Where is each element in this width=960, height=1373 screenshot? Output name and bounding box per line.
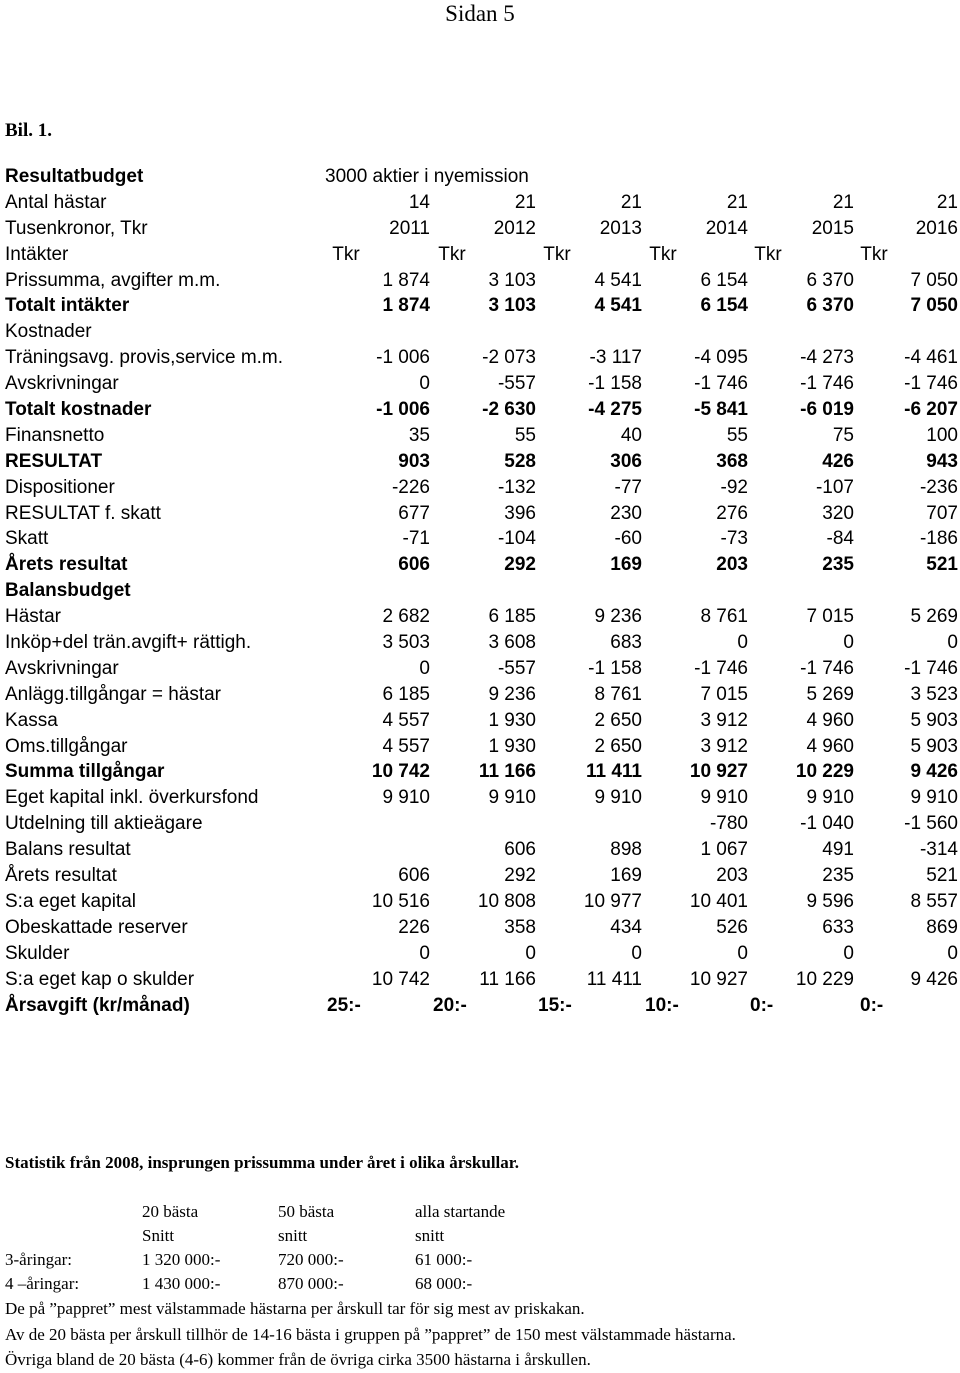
- table-cell: 230: [610, 502, 642, 524]
- unit-cell: Tkr: [754, 243, 782, 265]
- table-cell: 235: [822, 865, 854, 887]
- table-row: [5, 449, 958, 475]
- table-cell: -1 006: [376, 347, 430, 369]
- table-cell: 10 229: [795, 968, 854, 990]
- table-cell: 7 015: [700, 683, 748, 705]
- table-cell: -314: [919, 839, 958, 861]
- table-cell: 0: [419, 942, 430, 964]
- table-cell: 0: [525, 942, 536, 964]
- table-cell: -236: [919, 476, 958, 498]
- table-cell: 528: [504, 450, 536, 472]
- stats-cell: snitt: [415, 1226, 445, 1245]
- table-row: [5, 268, 958, 294]
- table-row: [5, 501, 958, 527]
- row-label: Anlägg.tillgångar = hästar: [5, 683, 222, 705]
- table-row: [5, 190, 958, 216]
- table-cell: 358: [504, 916, 536, 938]
- table-row: [5, 889, 958, 915]
- table-cell: 11 411: [585, 761, 642, 783]
- table-cell: 4 557: [382, 709, 430, 731]
- budget-rows: [5, 190, 958, 1019]
- table-cell: 683: [610, 632, 642, 654]
- table-cell: -73: [720, 528, 748, 550]
- table-cell: 55: [726, 424, 748, 446]
- table-cell: 6 185: [488, 606, 536, 628]
- table-cell: 7 015: [806, 606, 854, 628]
- row-label: Träningsavg. provis,service m.m.: [5, 347, 284, 369]
- stats-cell: Snitt: [142, 1226, 175, 1245]
- table-cell: 0: [419, 373, 430, 395]
- table-cell: 3 608: [488, 632, 536, 654]
- table-cell: 9 910: [488, 787, 536, 809]
- table-row: [5, 604, 958, 630]
- stats-cell: alla startande: [415, 1202, 506, 1221]
- table-cell: -1 746: [904, 657, 958, 679]
- table-cell: 943: [926, 450, 958, 472]
- row-label: Summa tillgångar: [5, 761, 165, 783]
- table-row: [5, 915, 958, 941]
- table-cell: 11 166: [479, 968, 536, 990]
- table-cell: 100: [926, 424, 958, 446]
- table-row: [5, 319, 958, 345]
- row-label: Totalt kostnader: [5, 399, 152, 421]
- table-cell: 292: [504, 865, 536, 887]
- attachment-label: Bil. 1.: [5, 120, 52, 141]
- table-cell: -132: [497, 476, 536, 498]
- table-cell: -226: [391, 476, 430, 498]
- table-cell: 3 912: [700, 709, 748, 731]
- table-cell: -6 019: [800, 399, 854, 421]
- table-cell: 5 903: [910, 735, 958, 757]
- note-line: Övriga bland de 20 bästa (4-6) kommer från de övriga cirka 3500 hästarna i årskullen.: [5, 1350, 591, 1369]
- fee-cell: 0:-: [860, 994, 884, 1016]
- table-cell: -780: [709, 813, 748, 835]
- budget-title-row: [5, 164, 958, 190]
- table-cell: 8 557: [910, 890, 958, 912]
- table-cell: -557: [497, 373, 536, 395]
- row-label: Finansnetto: [5, 424, 105, 446]
- table-cell: 606: [398, 554, 430, 576]
- table-cell: -1 746: [800, 657, 854, 679]
- table-cell: -1 158: [588, 657, 642, 679]
- table-cell: 6 370: [806, 269, 854, 291]
- table-cell: -186: [919, 528, 958, 550]
- table-cell: 9 910: [382, 787, 430, 809]
- table-cell: 75: [832, 424, 854, 446]
- stats-cell: 720 000:-: [278, 1250, 344, 1269]
- table-row: [5, 682, 958, 708]
- table-cell: 2014: [705, 217, 748, 239]
- table-cell: 2 682: [382, 606, 430, 628]
- table-cell: -1 746: [694, 373, 748, 395]
- fee-cell: 25:-: [327, 994, 361, 1016]
- budget-subtitle: 3000 aktier i nyemission: [325, 166, 529, 187]
- table-cell: -4 095: [694, 347, 748, 369]
- stats-cell: 20 bästa: [142, 1202, 199, 1221]
- table-cell: -92: [720, 476, 748, 498]
- stats-cell: 68 000:-: [415, 1274, 473, 1293]
- table-cell: 606: [398, 865, 430, 887]
- stats-cell: 1 320 000:-: [142, 1250, 221, 1269]
- stats-cell: 61 000:-: [415, 1250, 473, 1269]
- table-cell: 4 557: [382, 735, 430, 757]
- row-label: Totalt intäkter: [5, 295, 130, 317]
- unit-cell: Tkr: [332, 243, 360, 265]
- table-cell: 491: [822, 839, 854, 861]
- table-cell: -84: [826, 528, 854, 550]
- row-label: Tusenkronor, Tkr: [5, 217, 148, 239]
- table-cell: 396: [504, 502, 536, 524]
- table-cell: 203: [716, 865, 748, 887]
- table-cell: 1 067: [700, 839, 748, 861]
- unit-cell: Tkr: [860, 243, 888, 265]
- table-cell: 11 411: [586, 968, 642, 990]
- table-row: [5, 837, 958, 863]
- stats-notes: [5, 1296, 736, 1373]
- table-cell: -1 746: [904, 373, 958, 395]
- table-cell: 10 742: [371, 968, 430, 990]
- table-cell: -3 117: [589, 347, 642, 369]
- row-label: Prissumma, avgifter m.m.: [5, 269, 221, 291]
- table-cell: 0: [737, 632, 748, 654]
- table-cell: 0: [737, 942, 748, 964]
- table-cell: 3 103: [488, 295, 536, 317]
- row-label: Skatt: [5, 528, 49, 550]
- stats-title: Statistik från 2008, insprungen prissumma under året i olika årskullar.: [5, 1153, 520, 1172]
- table-cell: 292: [504, 554, 536, 576]
- row-label: RESULTAT: [5, 450, 103, 472]
- table-cell: -1 746: [800, 373, 854, 395]
- table-row: [5, 759, 958, 785]
- table-row: [5, 552, 958, 578]
- table-row: [5, 578, 958, 604]
- table-row: [5, 371, 958, 397]
- row-label: Intäkter: [5, 243, 69, 265]
- table-cell: 6 185: [382, 683, 430, 705]
- unit-cell: Tkr: [438, 243, 466, 265]
- table-row: [5, 345, 958, 371]
- unit-cell: Tkr: [543, 243, 571, 265]
- row-label: Avskrivningar: [5, 373, 119, 395]
- table-cell: 0: [419, 657, 430, 679]
- row-label: Eget kapital inkl. överkursfond: [5, 787, 259, 809]
- table-cell: 3 523: [910, 683, 958, 705]
- row-label: Avskrivningar: [5, 657, 119, 679]
- table-cell: 3 503: [382, 632, 430, 654]
- row-label: Kostnader: [5, 321, 92, 343]
- table-row: [5, 785, 958, 811]
- table-row: [5, 734, 958, 760]
- table-cell: 21: [726, 191, 748, 213]
- stats-cell: 870 000:-: [278, 1274, 344, 1293]
- table-cell: 21: [936, 191, 958, 213]
- stats-cell: 50 bästa: [278, 1202, 335, 1221]
- table-cell: 8 761: [700, 606, 748, 628]
- table-cell: 9 236: [488, 683, 536, 705]
- table-cell: 4 960: [806, 735, 854, 757]
- table-row: [5, 708, 958, 734]
- table-cell: 11 166: [478, 761, 536, 783]
- row-label: Årets resultat: [5, 865, 117, 887]
- table-cell: -557: [497, 657, 536, 679]
- row-label: S:a eget kap o skulder: [5, 968, 195, 990]
- row-label: Utdelning till aktieägare: [5, 813, 203, 835]
- table-row: [5, 475, 958, 501]
- table-cell: 2013: [599, 217, 642, 239]
- table-cell: 10 927: [689, 968, 748, 990]
- table-cell: 9 910: [910, 787, 958, 809]
- table-cell: 898: [610, 839, 642, 861]
- table-cell: 10 229: [795, 761, 854, 783]
- table-cell: 4 541: [594, 295, 642, 317]
- table-cell: 10 927: [689, 761, 748, 783]
- table-cell: 368: [716, 450, 748, 472]
- table-cell: 6 154: [700, 269, 748, 291]
- table-cell: -1 158: [588, 373, 642, 395]
- table-cell: 707: [926, 502, 958, 524]
- table-cell: 6 154: [700, 295, 748, 317]
- stats-cell: 4 –åringar:: [5, 1274, 80, 1293]
- table-row: [5, 967, 958, 993]
- row-label: Obeskattade reserver: [5, 916, 188, 938]
- table-cell: -1 006: [376, 399, 430, 421]
- row-label: Dispositioner: [5, 476, 115, 498]
- table-cell: 10 808: [477, 890, 536, 912]
- row-label: Skulder: [5, 942, 70, 964]
- table-cell: 7 050: [910, 295, 958, 317]
- table-cell: -77: [614, 476, 642, 498]
- row-label: Inköp+del trän.avgift+ rättigh.: [5, 632, 252, 654]
- table-cell: -2 073: [482, 347, 536, 369]
- table-cell: 276: [716, 502, 748, 524]
- stats-cell: 3-åringar:: [5, 1250, 73, 1269]
- row-label: Balansbudget: [5, 580, 131, 602]
- table-row: [5, 293, 958, 319]
- table-cell: 1 874: [382, 269, 430, 291]
- table-cell: 9 910: [806, 787, 854, 809]
- stats-cell: snitt: [278, 1226, 308, 1245]
- table-cell: 9 596: [806, 890, 854, 912]
- note-line: De på ”pappret” mest välstammade hästarna per årskull tar för sig mest av priskakan.: [5, 1299, 585, 1318]
- table-cell: 0: [843, 942, 854, 964]
- table-row: [5, 941, 958, 967]
- table-cell: -104: [497, 528, 536, 550]
- table-row: [5, 811, 958, 837]
- budget-title: Resultatbudget: [5, 166, 144, 187]
- table-cell: 1 930: [488, 735, 536, 757]
- table-cell: 8 761: [594, 683, 642, 705]
- table-cell: -71: [402, 528, 430, 550]
- table-row: [5, 397, 958, 423]
- table-row: [5, 216, 958, 242]
- table-cell: 2 650: [594, 709, 642, 731]
- table-cell: 4 960: [806, 709, 854, 731]
- result-budget-table: [5, 164, 958, 1018]
- table-cell: 2011: [389, 217, 430, 239]
- table-cell: 633: [822, 916, 854, 938]
- table-row: [5, 242, 958, 268]
- table-cell: 1 874: [382, 295, 430, 317]
- row-label: Årsavgift (kr/månad): [5, 994, 190, 1016]
- table-cell: 21: [620, 191, 642, 213]
- table-cell: 5 269: [806, 683, 854, 705]
- table-cell: 169: [610, 865, 642, 887]
- table-cell: -1 040: [800, 813, 854, 835]
- fee-cell: 15:-: [538, 994, 572, 1016]
- table-cell: 10 742: [371, 761, 430, 783]
- table-cell: -4 273: [800, 347, 854, 369]
- row-label: Kassa: [5, 709, 58, 731]
- table-row: [5, 863, 958, 889]
- table-cell: 21: [832, 191, 854, 213]
- table-cell: 320: [822, 502, 854, 524]
- table-cell: 9 426: [910, 761, 958, 783]
- fee-cell: 0:-: [750, 994, 774, 1016]
- table-cell: 9 910: [700, 787, 748, 809]
- table-cell: -4 275: [588, 399, 642, 421]
- table-cell: 2016: [915, 217, 958, 239]
- table-cell: 7 050: [910, 269, 958, 291]
- table-cell: 1 930: [488, 709, 536, 731]
- row-label: RESULTAT f. skatt: [5, 502, 161, 524]
- note-line: Av de 20 bästa per årskull tillhör de 14-16 bästa i gruppen på ”pappret” de 150 mest välstammade hästarna.: [5, 1324, 736, 1344]
- table-cell: 203: [716, 554, 748, 576]
- fee-cell: 10:-: [645, 994, 679, 1016]
- table-cell: 10 401: [689, 890, 748, 912]
- table-cell: 3 103: [488, 269, 536, 291]
- table-cell: -5 841: [694, 399, 748, 421]
- table-row: [5, 630, 958, 656]
- table-cell: 9 236: [594, 606, 642, 628]
- table-cell: 2 650: [594, 735, 642, 757]
- table-cell: 0: [631, 942, 642, 964]
- table-cell: 306: [610, 450, 642, 472]
- table-cell: 606: [504, 839, 536, 861]
- table-cell: 0: [947, 632, 958, 654]
- table-cell: 521: [926, 554, 958, 576]
- table-cell: -60: [614, 528, 642, 550]
- table-cell: 677: [398, 502, 430, 524]
- table-cell: 4 541: [594, 269, 642, 291]
- row-label: Balans resultat: [5, 839, 131, 861]
- fee-cell: 20:-: [433, 994, 467, 1016]
- table-cell: 55: [514, 424, 536, 446]
- table-cell: 0: [947, 942, 958, 964]
- table-cell: 5 269: [910, 606, 958, 628]
- table-cell: 521: [926, 865, 958, 887]
- table-row: [5, 423, 958, 449]
- table-cell: -2 630: [482, 399, 536, 421]
- table-cell: -6 207: [904, 399, 958, 421]
- table-cell: 526: [716, 916, 748, 938]
- table-cell: 10 516: [371, 890, 430, 912]
- table-row: [5, 656, 958, 682]
- table-cell: -4 461: [904, 347, 958, 369]
- page-header: Sidan 5: [445, 1, 515, 26]
- table-cell: 869: [926, 916, 958, 938]
- table-cell: -1 560: [904, 813, 958, 835]
- table-cell: 10 977: [583, 890, 642, 912]
- stats-cell: 1 430 000:-: [142, 1274, 221, 1293]
- row-label: S:a eget kapital: [5, 890, 136, 912]
- unit-cell: Tkr: [649, 243, 677, 265]
- row-label: Hästar: [5, 606, 61, 628]
- table-cell: 35: [408, 424, 430, 446]
- table-cell: 6 370: [806, 295, 854, 317]
- row-label: Antal hästar: [5, 191, 107, 213]
- table-cell: 434: [610, 916, 642, 938]
- table-cell: 226: [398, 916, 430, 938]
- table-cell: 169: [610, 554, 642, 576]
- table-cell: 235: [822, 554, 854, 576]
- table-cell: 3 912: [700, 735, 748, 757]
- table-cell: 903: [398, 450, 430, 472]
- row-label: Årets resultat: [5, 554, 128, 576]
- table-cell: 9 426: [910, 968, 958, 990]
- row-label: Oms.tillgångar: [5, 735, 128, 757]
- table-row: [5, 526, 958, 552]
- table-cell: 0: [843, 632, 854, 654]
- table-cell: -107: [815, 476, 854, 498]
- table-cell: 5 903: [910, 709, 958, 731]
- table-cell: -1 746: [694, 657, 748, 679]
- table-cell: 426: [822, 450, 854, 472]
- table-cell: 2015: [811, 217, 854, 239]
- table-cell: 21: [514, 191, 536, 213]
- table-cell: 14: [408, 191, 430, 213]
- table-cell: 9 910: [594, 787, 642, 809]
- table-cell: 2012: [493, 217, 536, 239]
- table-cell: 40: [620, 424, 642, 446]
- table-row: [5, 993, 958, 1019]
